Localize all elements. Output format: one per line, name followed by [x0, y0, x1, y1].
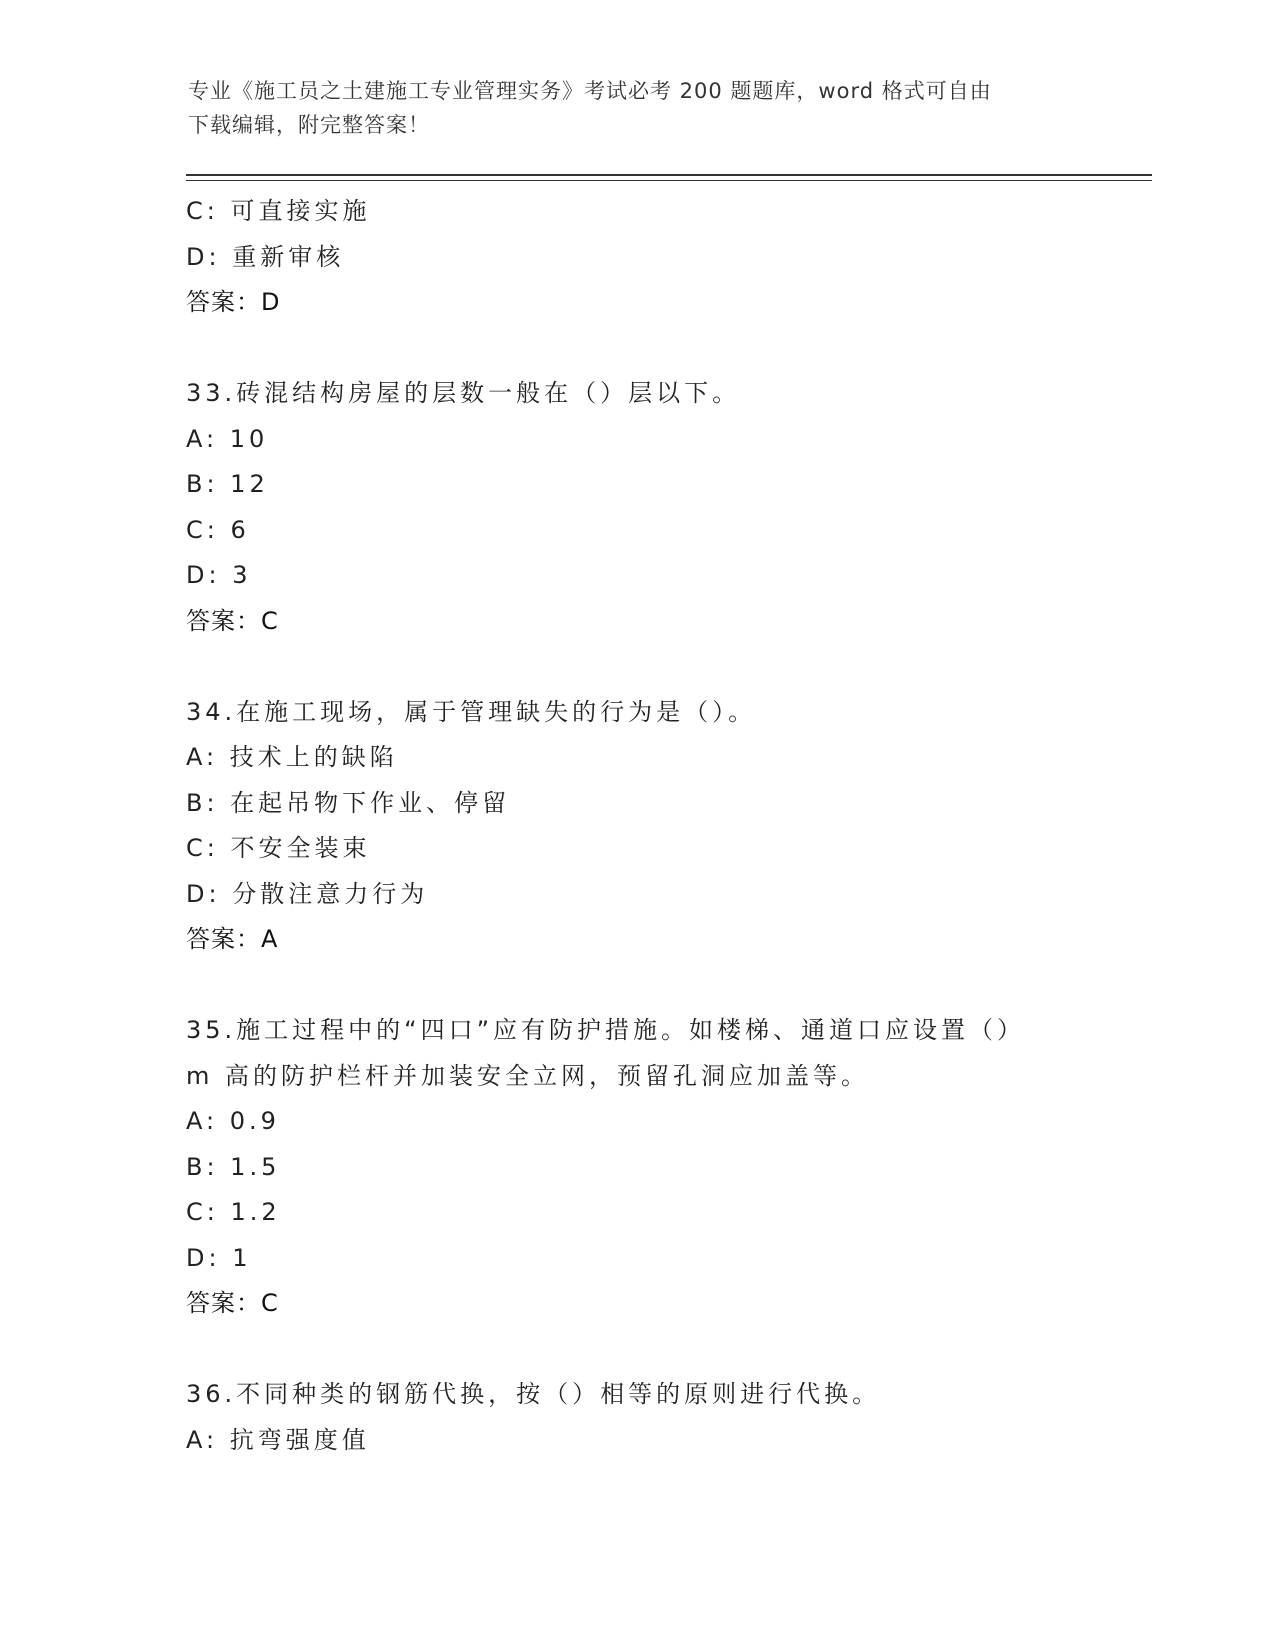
option-b: B: 1.5 [186, 1152, 281, 1181]
question-34 [186, 690, 1086, 963]
option-b: B: 在起吊物下作业、停留 [186, 788, 511, 817]
option-a: A: 0.9 [186, 1107, 280, 1135]
question-35 [186, 1008, 1086, 1327]
question-36 [186, 1372, 1086, 1463]
option-a: A: 10 [186, 424, 269, 453]
spacer [186, 644, 1086, 690]
option-a: A: 技术上的缺陷 [186, 743, 398, 771]
option-a: A: 抗弯强度值 [186, 1425, 370, 1454]
header-line-1: 专业《施工员之土建施工专业管理实务》考试必考 200 题题库，word 格式可自由 [188, 79, 992, 103]
header-divider-thin [186, 180, 1152, 181]
header-divider-thick [186, 174, 1152, 176]
option-d: D: 1 [186, 1243, 252, 1272]
document-header [188, 74, 1088, 142]
question-32-fragment [186, 189, 1086, 326]
option-c: C: 1.2 [186, 1198, 281, 1226]
answer: 答案：C [186, 606, 279, 635]
document-body [186, 189, 1086, 1463]
header-line-2: 下载编辑，附完整答案！ [188, 113, 430, 137]
spacer [186, 326, 1086, 372]
question-text: 33.砖混结构房屋的层数一般在（）层以下。 [186, 379, 741, 407]
option-b: B: 12 [186, 470, 269, 498]
question-text-line-1: 35.施工过程中的“四口”应有防护措施。如楼梯、通道口应设置（） [186, 1016, 1026, 1044]
option-d: D: 3 [186, 561, 252, 589]
answer: 答案：D [186, 288, 281, 316]
question-33 [186, 371, 1086, 644]
option-d: D: 分散注意力行为 [186, 879, 429, 908]
question-text: 36.不同种类的钢筋代换，按（）相等的原则进行代换。 [186, 1380, 881, 1408]
question-text-line-2: m 高的防护栏杆并加装安全立网，预留孔洞应加盖等。 [186, 1061, 870, 1090]
answer: 答案：A [186, 925, 279, 953]
spacer [186, 963, 1086, 1009]
option-d: D: 重新审核 [186, 242, 345, 271]
option-c: C: 可直接实施 [186, 197, 371, 225]
question-text: 34.在施工现场，属于管理缺失的行为是（）。 [186, 697, 757, 726]
spacer [186, 1327, 1086, 1373]
answer: 答案：C [186, 1289, 279, 1317]
option-c: C: 不安全装束 [186, 834, 371, 862]
option-c: C: 6 [186, 515, 250, 544]
